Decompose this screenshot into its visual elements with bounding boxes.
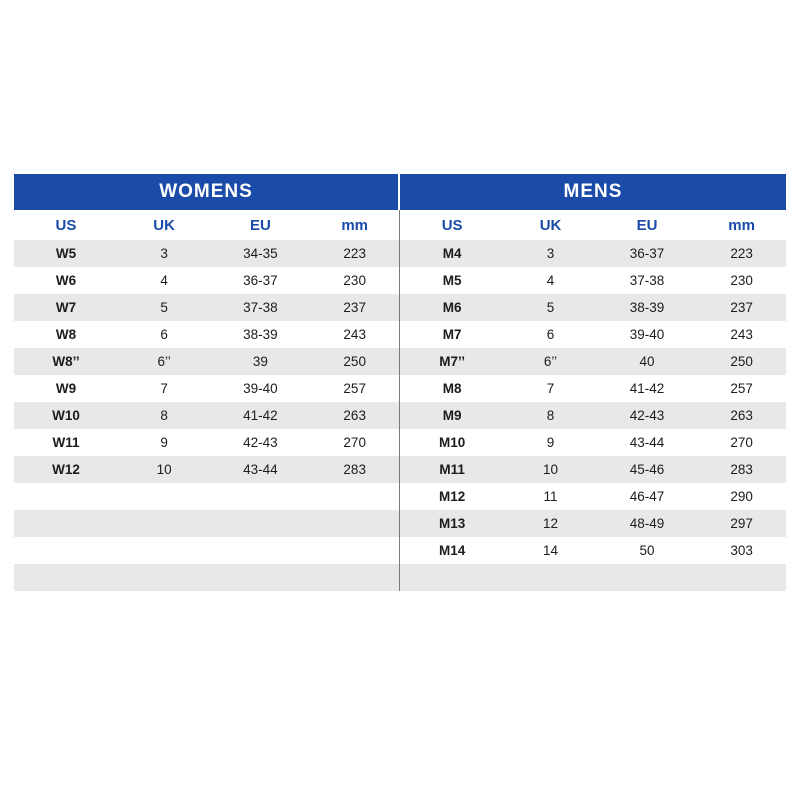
womens-row: [14, 375, 400, 402]
cell-mm: 250: [343, 354, 366, 369]
cell-uk: 10: [156, 462, 172, 477]
cell-eu: 42-43: [243, 435, 278, 450]
cell-mm: 230: [730, 273, 753, 288]
cell-us: W8’’: [52, 354, 80, 369]
cell-mm: 250: [730, 354, 753, 369]
womens-row-empty: [14, 564, 400, 591]
womens-row: [14, 402, 400, 429]
cell-uk: 6’’: [543, 354, 558, 369]
cell-uk: 14: [543, 543, 559, 558]
column-header-uk: UK: [539, 216, 562, 234]
chart-title-row: [14, 174, 786, 210]
cell-uk: 4: [546, 273, 555, 288]
cell-us: M7’’: [439, 354, 465, 369]
cell-us: M14: [438, 543, 466, 558]
cell-eu: 48-49: [629, 516, 665, 531]
cell-mm: 263: [343, 408, 366, 423]
cell-mm: 243: [343, 327, 366, 342]
cell-eu: 41-42: [629, 381, 665, 396]
cell-us: W5: [55, 246, 77, 261]
cell-uk: 6’’: [157, 354, 171, 369]
mens-row: [400, 321, 786, 348]
table-row: [14, 321, 786, 348]
table-row: [14, 402, 786, 429]
cell-uk: 12: [543, 516, 559, 531]
cell-uk: 10: [543, 462, 559, 477]
cell-us: M5: [442, 273, 462, 288]
chart-column-header-row: [14, 210, 786, 240]
cell-mm: 237: [730, 300, 753, 315]
cell-us: W8: [55, 327, 77, 342]
cell-eu: 36-37: [629, 246, 665, 261]
mens-row: [400, 267, 786, 294]
cell-eu: 37-38: [629, 273, 665, 288]
mens-row: [400, 537, 786, 564]
cell-mm: 230: [343, 273, 366, 288]
cell-us: W10: [52, 408, 80, 423]
table-row: [14, 456, 786, 483]
column-header-uk: UK: [153, 216, 175, 234]
column-header-mm: mm: [728, 216, 755, 234]
column-header-us: US: [55, 216, 77, 234]
cell-us: M12: [438, 489, 466, 504]
column-header-eu: EU: [249, 216, 271, 234]
cell-us: M13: [438, 516, 466, 531]
cell-eu: 38-39: [243, 327, 278, 342]
womens-row: [14, 321, 400, 348]
cell-eu: 42-43: [629, 408, 665, 423]
cell-uk: 8: [546, 408, 555, 423]
cell-us: W7: [55, 300, 77, 315]
cell-uk: 7: [546, 381, 555, 396]
cell-uk: 9: [546, 435, 555, 450]
cell-uk: 8: [160, 408, 168, 423]
cell-mm: 283: [730, 462, 753, 477]
size-chart: [14, 174, 786, 591]
mens-row: [400, 240, 786, 267]
mens-section-title: MENS: [400, 174, 786, 210]
cell-eu: 43-44: [243, 462, 278, 477]
womens-row-empty: [14, 510, 400, 537]
cell-uk: 3: [546, 246, 555, 261]
cell-eu: 41-42: [243, 408, 278, 423]
cell-mm: 297: [730, 516, 753, 531]
womens-row: [14, 429, 400, 456]
mens-row: [400, 375, 786, 402]
cell-eu: 36-37: [243, 273, 278, 288]
cell-mm: 223: [343, 246, 366, 261]
table-row: [14, 537, 786, 564]
mens-row: [400, 429, 786, 456]
cell-mm: 257: [343, 381, 366, 396]
womens-section-title: WOMENS: [14, 174, 400, 210]
cell-mm: 290: [730, 489, 753, 504]
cell-uk: 5: [160, 300, 168, 315]
table-row: [14, 510, 786, 537]
cell-eu: 46-47: [629, 489, 665, 504]
womens-row: [14, 267, 400, 294]
cell-mm: 237: [343, 300, 366, 315]
cell-mm: 283: [343, 462, 366, 477]
mens-row: [400, 483, 786, 510]
table-row: [14, 294, 786, 321]
cell-eu: 50: [639, 543, 655, 558]
cell-mm: 270: [730, 435, 753, 450]
womens-row: [14, 456, 400, 483]
cell-us: W11: [52, 435, 80, 450]
cell-mm: 270: [343, 435, 366, 450]
table-row: [14, 267, 786, 294]
mens-row: [400, 294, 786, 321]
cell-us: M10: [438, 435, 466, 450]
cell-mm: 263: [730, 408, 753, 423]
column-header-mm: mm: [341, 216, 369, 234]
cell-uk: 11: [543, 489, 558, 504]
cell-us: W12: [52, 462, 80, 477]
mens-row-empty: [400, 564, 786, 591]
mens-row: [400, 456, 786, 483]
cell-us: M9: [442, 408, 462, 423]
womens-row: [14, 294, 400, 321]
cell-uk: 6: [160, 327, 168, 342]
cell-uk: 7: [160, 381, 168, 396]
cell-us: W6: [55, 273, 77, 288]
cell-eu: 38-39: [629, 300, 665, 315]
cell-us: M11: [439, 462, 465, 477]
mens-row: [400, 402, 786, 429]
cell-uk: 5: [546, 300, 555, 315]
cell-eu: 45-46: [629, 462, 665, 477]
cell-uk: 3: [160, 246, 168, 261]
cell-us: W9: [55, 381, 77, 396]
cell-eu: 39: [252, 354, 268, 369]
column-header-us: US: [441, 216, 463, 234]
cell-uk: 4: [160, 273, 168, 288]
cell-us: M7: [442, 327, 462, 342]
cell-us: M8: [442, 381, 462, 396]
table-row: [14, 429, 786, 456]
womens-column-headers: [14, 210, 400, 240]
cell-uk: 6: [546, 327, 555, 342]
cell-eu: 39-40: [243, 381, 278, 396]
cell-us: M6: [442, 300, 462, 315]
cell-mm: 257: [730, 381, 753, 396]
mens-row: [400, 510, 786, 537]
womens-row-empty: [14, 483, 400, 510]
womens-row: [14, 240, 400, 267]
cell-us: M4: [442, 246, 462, 261]
womens-row-empty: [14, 537, 400, 564]
cell-eu: 37-38: [243, 300, 278, 315]
mens-column-headers: [400, 210, 786, 240]
table-row: [14, 348, 786, 375]
cell-eu: 40: [639, 354, 655, 369]
cell-mm: 223: [730, 246, 753, 261]
cell-eu: 34-35: [243, 246, 278, 261]
table-row: [14, 240, 786, 267]
cell-uk: 9: [160, 435, 168, 450]
cell-eu: 39-40: [629, 327, 665, 342]
cell-mm: 243: [730, 327, 753, 342]
cell-eu: 43-44: [629, 435, 665, 450]
table-row: [14, 375, 786, 402]
table-row: [14, 564, 786, 591]
womens-row: [14, 348, 400, 375]
table-row: [14, 483, 786, 510]
column-header-eu: EU: [636, 216, 658, 234]
cell-mm: 303: [730, 543, 753, 558]
mens-row: [400, 348, 786, 375]
